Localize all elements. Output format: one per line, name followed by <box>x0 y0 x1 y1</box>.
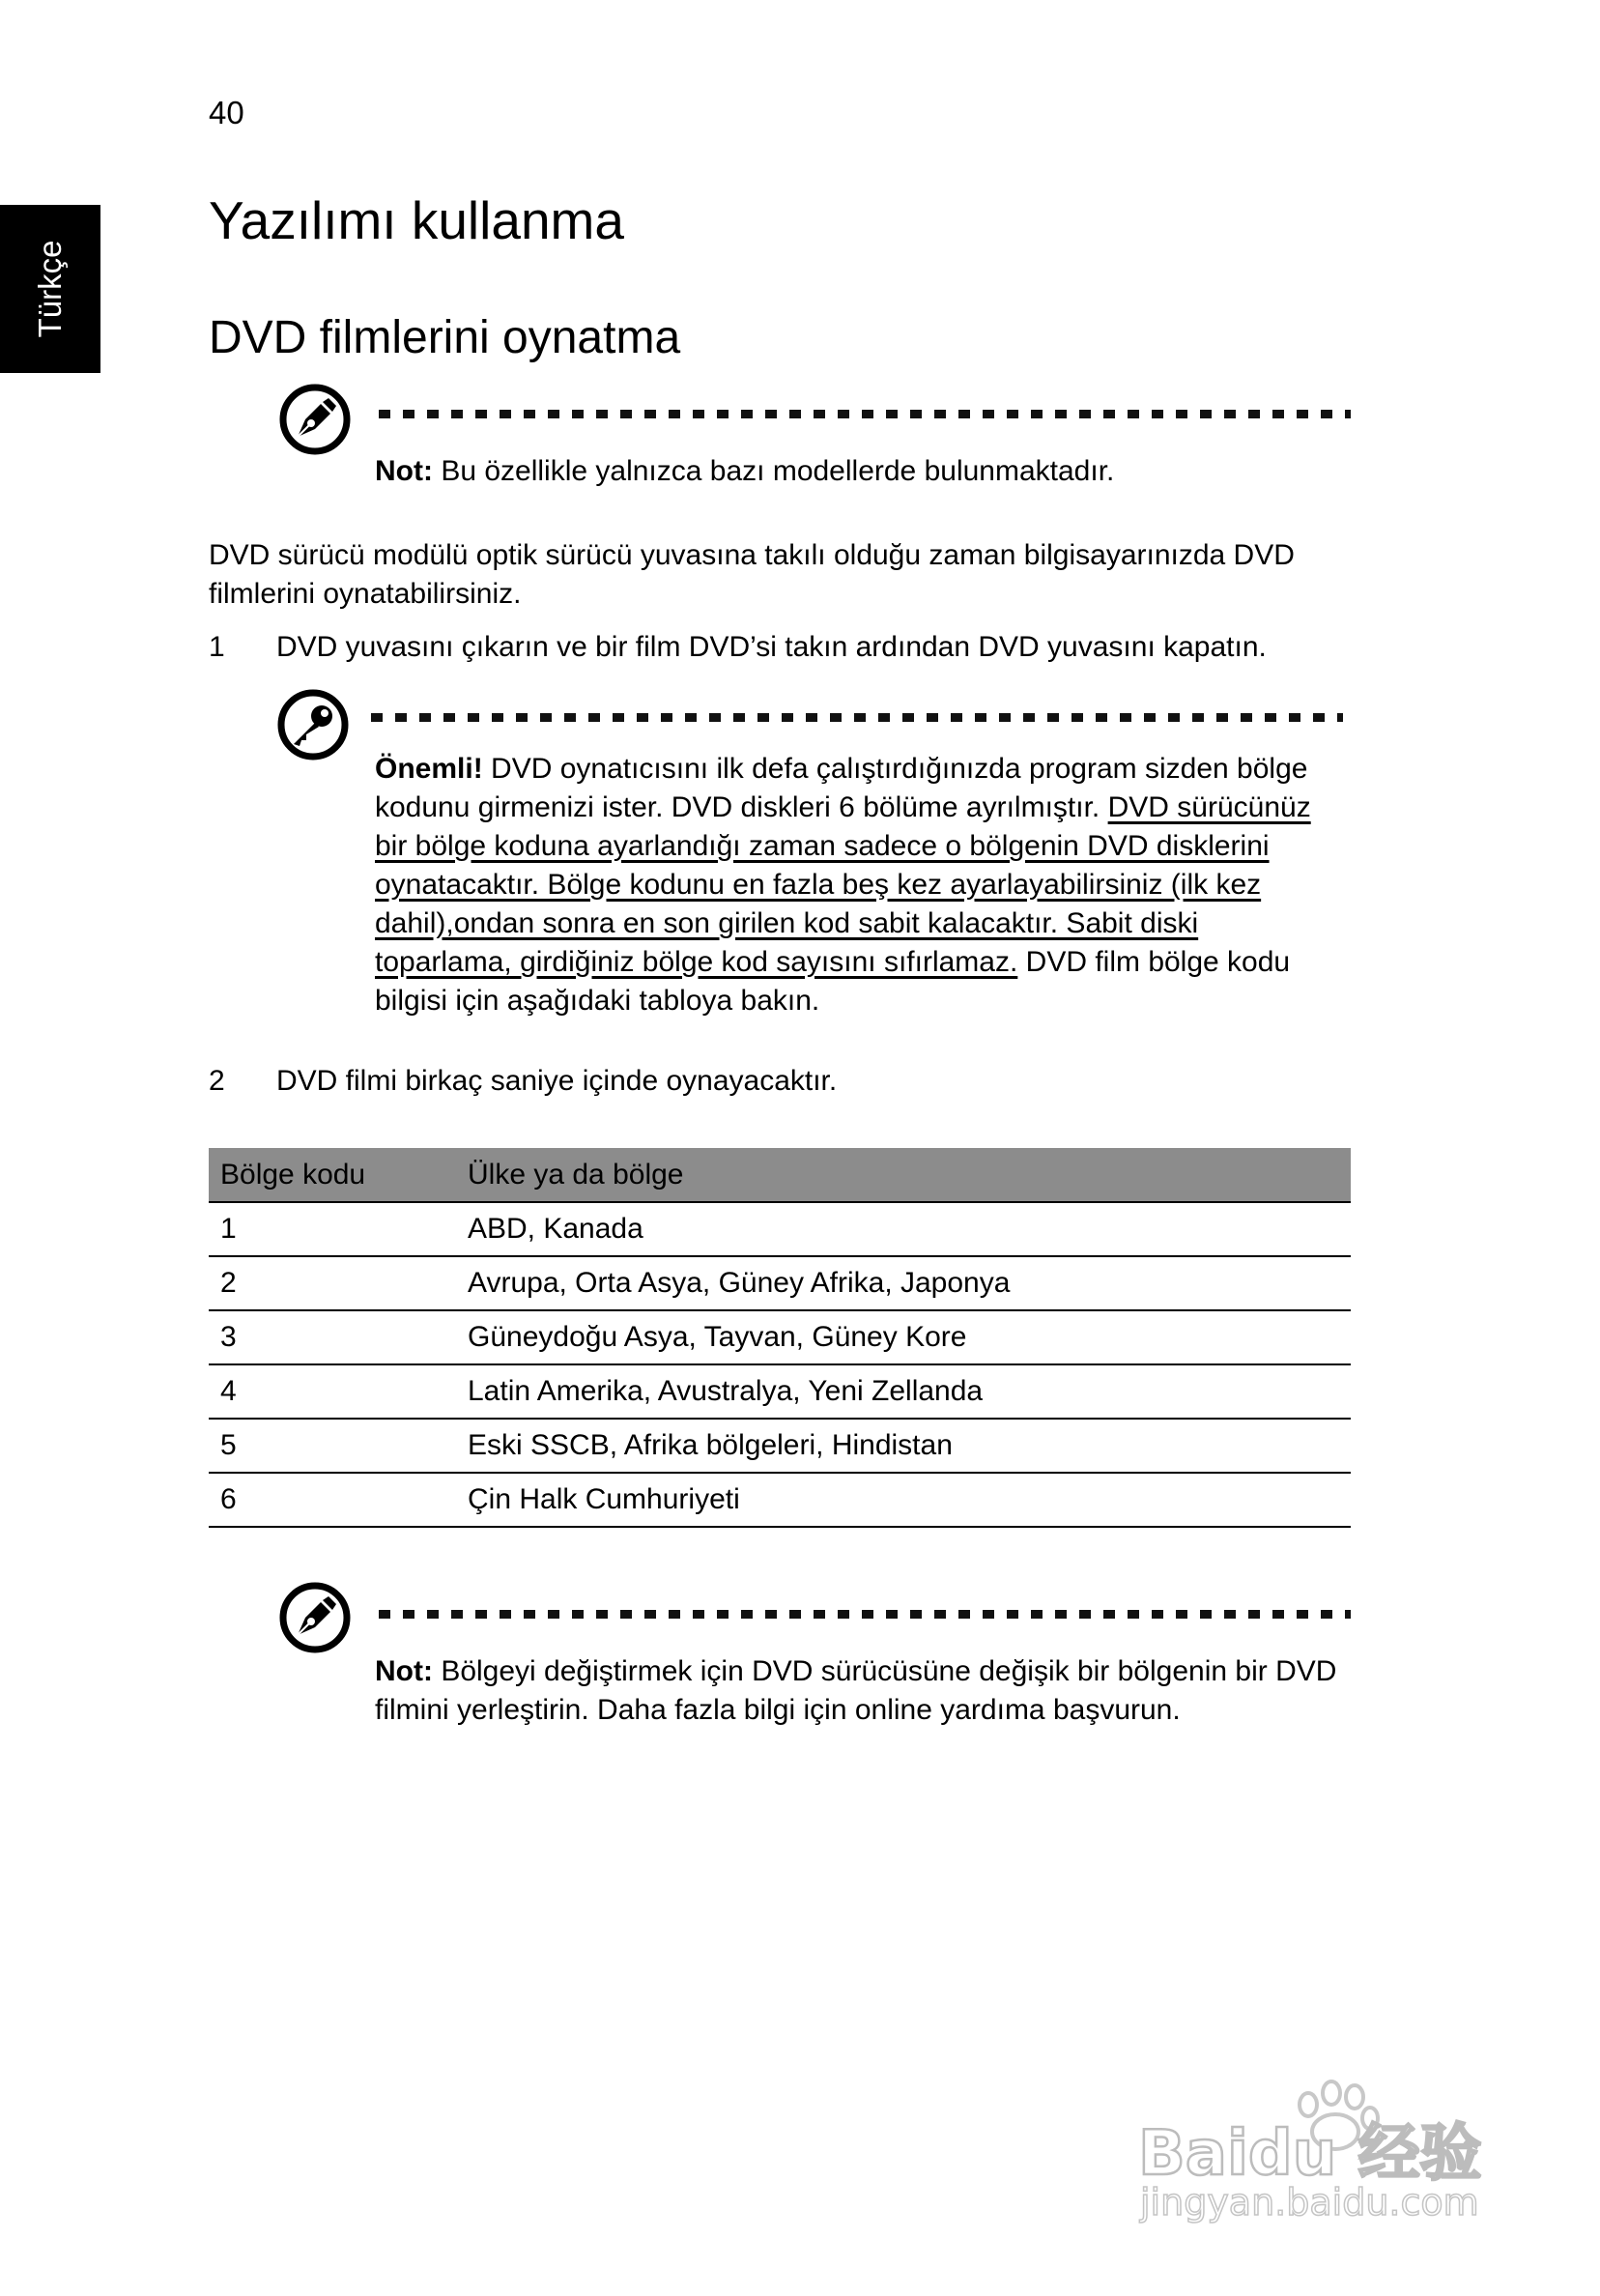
language-tab <box>0 205 100 373</box>
important-text-after: DVD film bölge kodu bilgisi için aşağıdaki tabloya bakın. <box>375 946 1291 1017</box>
important-label: Önemli! <box>375 753 483 785</box>
note-2-label: Not: <box>375 1655 433 1687</box>
table-row <box>209 1419 1351 1473</box>
region-name-cell: Avrupa, Orta Asya, Güney Afrika, Japonya <box>456 1256 1351 1310</box>
watermark-url: jingyan.baidu.com <box>1140 2181 1479 2224</box>
watermark-brand: Baidu 经验 <box>1138 2118 1482 2190</box>
region-name-cell: Çin Halk Cumhuriyeti <box>456 1473 1351 1527</box>
region-code-cell: 3 <box>209 1310 456 1364</box>
region-code-table <box>209 1148 1351 1528</box>
step-1-text: DVD yuvasını çıkarın ve bir film DVD’si takın ardından DVD yuvasını kapatın. <box>276 631 1267 663</box>
baidu-watermark-logo <box>1129 2070 1496 2224</box>
important-underlined-text: DVD sürücünüz bir bölge koduna ayarlandığı zaman sadece o bölgenin DVD disklerini oynatacaktır. Bölge kodunu en fazla beş kez ayarlayabilirsiniz (ilk kez dahil),ondan sonra en son girilen kod sabit kalacaktır. Sabit diski toparlama, girdiğiniz bölge kod sayısını sıfırlamaz. <box>375 791 1311 978</box>
pen-note-icon <box>276 381 354 458</box>
table-row <box>209 1364 1351 1419</box>
table-row <box>209 1256 1351 1310</box>
note-2-text: Bölgeyi değiştirmek için DVD sürücüsüne değişik bir bölgenin bir DVD filmini yerleştirin. Daha fazla bilgi için online yardıma başvurun. <box>375 1655 1337 1726</box>
region-name-cell: Latin Amerika, Avustralya, Yeni Zellanda <box>456 1364 1351 1419</box>
step-2-number: 2 <box>209 1065 225 1097</box>
note-1-text: Bu özellikle yalnızca bazı modellerde bulunmaktadır. <box>432 455 1115 487</box>
note-1 <box>375 452 1351 491</box>
step-1-number: 1 <box>209 631 225 663</box>
table-header-row <box>209 1148 1351 1202</box>
region-name-cell: Eski SSCB, Afrika bölgeleri, Hindistan <box>456 1419 1351 1473</box>
region-code-cell: 6 <box>209 1473 456 1527</box>
table-row <box>209 1202 1351 1256</box>
region-name-cell: Güneydoğu Asya, Tayvan, Güney Kore <box>456 1310 1351 1364</box>
note-1-label: Not: <box>375 455 433 487</box>
language-tab-label: Türkçe <box>32 240 68 338</box>
table-row <box>209 1473 1351 1527</box>
important-text: DVD oynatıcısını ilk defa çalıştırdığınızda program sizden bölge kodunu girmenizi ister. DVD diskleri 6 bölüme ayrılmıştır. <box>375 753 1308 823</box>
region-code-cell: 2 <box>209 1256 456 1310</box>
region-name-cell: ABD, Kanada <box>456 1202 1351 1256</box>
step-2-text: DVD filmi birkaç saniye içinde oynayacaktır. <box>276 1065 838 1097</box>
table-row <box>209 1310 1351 1364</box>
section-title: Yazılımı kullanma <box>209 190 624 250</box>
region-code-cell: 4 <box>209 1364 456 1419</box>
page-number: 40 <box>209 95 244 130</box>
note-divider <box>379 410 1351 418</box>
subsection-title: DVD filmlerini oynatma <box>209 312 681 363</box>
pen-note-icon <box>276 1579 354 1656</box>
region-code-cell: 5 <box>209 1419 456 1473</box>
important-divider <box>371 713 1343 722</box>
intro-paragraph: DVD sürücü modülü optik sürücü yuvasına takılı olduğu zaman bilgisayarınızda DVD filmlerini oynatabilirsiniz. <box>209 539 1295 610</box>
note-2 <box>375 1652 1351 1730</box>
key-important-icon <box>274 686 352 763</box>
header-region-code: Bölge kodu <box>209 1148 456 1202</box>
note-divider <box>379 1610 1351 1619</box>
header-country-region: Ülke ya da bölge <box>456 1148 1351 1202</box>
region-code-cell: 1 <box>209 1202 456 1256</box>
important-note <box>375 750 1341 1020</box>
